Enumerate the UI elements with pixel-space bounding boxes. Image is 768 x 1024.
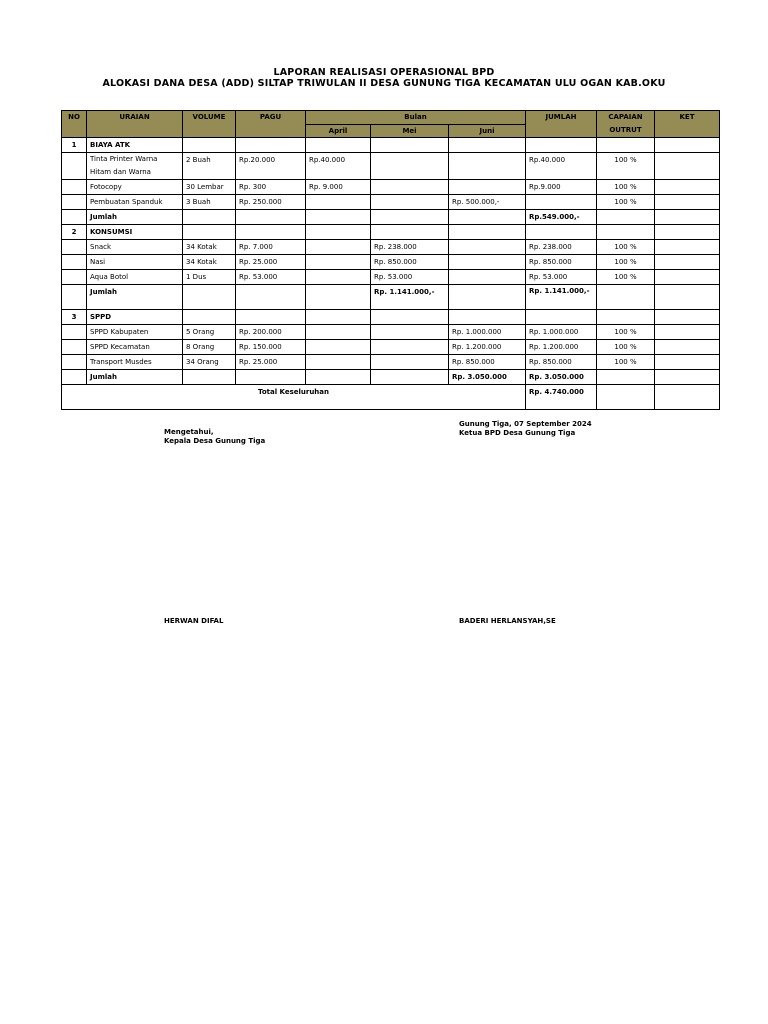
empty-cell (597, 138, 655, 153)
empty-cell (597, 385, 655, 410)
item-volume: 5 Orang (183, 325, 236, 340)
item-mei: Rp. 238.000 (371, 240, 449, 255)
header-volume: VOLUME (183, 111, 236, 138)
item-ket (655, 270, 720, 285)
item-volume: 3 Buah (183, 195, 236, 210)
empty-cell (655, 138, 720, 153)
empty-cell (236, 225, 306, 240)
item-ket (655, 325, 720, 340)
empty-cell (236, 285, 306, 310)
item-april (306, 325, 371, 340)
item-mei (371, 195, 449, 210)
empty-cell (449, 310, 526, 325)
item-jumlah: Rp. 850.000 (526, 255, 597, 270)
item-uraian: SPPD Kabupaten (87, 325, 183, 340)
subtotal-april (306, 285, 371, 310)
item-jumlah: Rp. 850.000 (526, 355, 597, 370)
item-volume: 2 Buah (183, 153, 236, 180)
report-title: LAPORAN REALISASI OPERASIONAL BPD (273, 67, 495, 78)
subtotal-mei: Rp. 1.141.000,- (371, 285, 449, 310)
section-number: 3 (62, 310, 87, 325)
section-row (62, 138, 720, 153)
subtotal-mei (371, 370, 449, 385)
subtotal-label: Jumlah (87, 285, 183, 310)
item-jumlah (526, 195, 597, 210)
item-juni (449, 153, 526, 180)
item-juni: Rp. 500.000,- (449, 195, 526, 210)
item-volume: 34 Kotak (183, 240, 236, 255)
signature-left-line1: Mengetahui, (164, 428, 214, 436)
subtotal-juni (449, 285, 526, 310)
item-volume: 34 Kotak (183, 255, 236, 270)
empty-cell (526, 225, 597, 240)
item-juni: Rp. 1.200.000 (449, 340, 526, 355)
item-mei (371, 355, 449, 370)
table-body (62, 138, 720, 410)
empty-cell (655, 225, 720, 240)
item-april (306, 355, 371, 370)
subtotal-juni: Rp. 3.050.000 (449, 370, 526, 385)
item-ket (655, 153, 720, 180)
item-pagu: Rp. 250.000 (236, 195, 306, 210)
signature-right-name: BADERI HERLANSYAH,SE (459, 617, 556, 625)
signature-left-line2: Kepala Desa Gunung Tiga (164, 437, 266, 445)
item-mei (371, 325, 449, 340)
signature-right-line1: Gunung Tiga, 07 September 2024 (459, 420, 592, 428)
table-row (62, 340, 720, 355)
table-row (62, 240, 720, 255)
empty-cell (597, 310, 655, 325)
report-subtitle: ALOKASI DANA DESA (ADD) SILTAP TRIWULAN II DESA GUNUNG TIGA KECAMATAN ULU OGAN KAB.OKU (102, 78, 666, 89)
item-april (306, 340, 371, 355)
empty-cell (62, 340, 87, 355)
item-pagu: Rp. 53.000 (236, 270, 306, 285)
signature-left-name: HERWAN DIFAL (164, 617, 224, 625)
item-volume: 34 Orang (183, 355, 236, 370)
item-capaian: 100 % (597, 195, 655, 210)
subtotal-jumlah: Rp.549.000,- (526, 210, 597, 225)
empty-cell (62, 270, 87, 285)
item-ket (655, 340, 720, 355)
empty-cell (62, 355, 87, 370)
item-capaian: 100 % (597, 180, 655, 195)
grand-total-label: Total Keseluruhan (62, 385, 526, 410)
item-juni: Rp. 1.000.000 (449, 325, 526, 340)
empty-cell (183, 225, 236, 240)
subtotal-juni (449, 210, 526, 225)
item-capaian: 100 % (597, 240, 655, 255)
header-mei: Mei (371, 125, 449, 138)
item-juni: Rp. 850.000 (449, 355, 526, 370)
item-uraian: Transport Musdes (87, 355, 183, 370)
header-uraian: URAIAN (87, 111, 183, 138)
subtotal-april (306, 370, 371, 385)
item-mei (371, 340, 449, 355)
header-juni: Juni (449, 125, 526, 138)
empty-cell (236, 138, 306, 153)
empty-cell (655, 370, 720, 385)
empty-cell (183, 285, 236, 310)
item-capaian: 100 % (597, 340, 655, 355)
empty-cell (449, 225, 526, 240)
report-table (61, 110, 720, 410)
item-capaian: 100 % (597, 355, 655, 370)
grand-total-row (62, 385, 720, 410)
empty-cell (306, 310, 371, 325)
item-pagu: Rp.20.000 (236, 153, 306, 180)
signature-right-block (459, 420, 592, 438)
empty-cell (183, 310, 236, 325)
header-no: NO (62, 111, 87, 138)
item-ket (655, 255, 720, 270)
item-jumlah: Rp.40.000 (526, 153, 597, 180)
section-number: 2 (62, 225, 87, 240)
item-uraian: Snack (87, 240, 183, 255)
item-capaian: 100 % (597, 255, 655, 270)
item-ket (655, 180, 720, 195)
item-mei (371, 153, 449, 180)
item-juni (449, 240, 526, 255)
item-uraian: Tinta Printer Warna Hitam dan Warna (87, 153, 183, 180)
subtotal-april (306, 210, 371, 225)
section-row (62, 310, 720, 325)
subtotal-mei (371, 210, 449, 225)
empty-cell (62, 240, 87, 255)
item-juni (449, 270, 526, 285)
section-name: BIAYA ATK (87, 138, 183, 153)
empty-cell (236, 370, 306, 385)
item-uraian: Fotocopy (87, 180, 183, 195)
subtotal-jumlah: Rp. 1.141.000,- (526, 285, 597, 310)
item-volume: 30 Lembar (183, 180, 236, 195)
empty-cell (655, 385, 720, 410)
item-jumlah: Rp. 1.000.000 (526, 325, 597, 340)
empty-cell (597, 210, 655, 225)
empty-cell (183, 370, 236, 385)
item-april (306, 195, 371, 210)
item-april (306, 240, 371, 255)
item-volume: 1 Dus (183, 270, 236, 285)
empty-cell (62, 153, 87, 180)
subtotal-row (62, 285, 720, 310)
table-row (62, 355, 720, 370)
header-capaian: CAPAIAN OUTRUT (597, 111, 655, 138)
header-bulan: Bulan (306, 111, 526, 125)
header-jumlah: JUMLAH (526, 111, 597, 138)
empty-cell (655, 210, 720, 225)
item-pagu: Rp. 7.000 (236, 240, 306, 255)
signature-right-line2: Ketua BPD Desa Gunung Tiga (459, 429, 576, 437)
empty-cell (371, 310, 449, 325)
empty-cell (236, 310, 306, 325)
item-juni (449, 180, 526, 195)
item-pagu: Rp. 150.000 (236, 340, 306, 355)
item-uraian: Nasi (87, 255, 183, 270)
empty-cell (597, 225, 655, 240)
item-jumlah: Rp. 238.000 (526, 240, 597, 255)
empty-cell (183, 210, 236, 225)
grand-total-value: Rp. 4.740.000 (526, 385, 597, 410)
table-row (62, 270, 720, 285)
item-april: Rp.40.000 (306, 153, 371, 180)
empty-cell (597, 370, 655, 385)
item-pagu: Rp. 200.000 (236, 325, 306, 340)
section-row (62, 225, 720, 240)
empty-cell (62, 325, 87, 340)
item-mei (371, 180, 449, 195)
header-april: April (306, 125, 371, 138)
item-pagu: Rp. 25.000 (236, 255, 306, 270)
item-ket (655, 355, 720, 370)
item-jumlah: Rp.9.000 (526, 180, 597, 195)
item-volume: 8 Orang (183, 340, 236, 355)
item-pagu: Rp. 25.000 (236, 355, 306, 370)
item-pagu: Rp. 300 (236, 180, 306, 195)
item-jumlah: Rp. 53.000 (526, 270, 597, 285)
empty-cell (183, 138, 236, 153)
item-uraian: Aqua Botol (87, 270, 183, 285)
item-jumlah: Rp. 1.200.000 (526, 340, 597, 355)
item-capaian: 100 % (597, 153, 655, 180)
empty-cell (306, 138, 371, 153)
item-uraian: Pembuatan Spanduk (87, 195, 183, 210)
item-capaian: 100 % (597, 325, 655, 340)
subtotal-row (62, 370, 720, 385)
subtotal-jumlah: Rp. 3.050.000 (526, 370, 597, 385)
table-row (62, 195, 720, 210)
item-capaian: 100 % (597, 270, 655, 285)
subtotal-label: Jumlah (87, 370, 183, 385)
item-ket (655, 240, 720, 255)
item-april (306, 255, 371, 270)
empty-cell (449, 138, 526, 153)
item-april (306, 270, 371, 285)
empty-cell (526, 138, 597, 153)
empty-cell (62, 255, 87, 270)
table-row (62, 255, 720, 270)
item-mei: Rp. 850.000 (371, 255, 449, 270)
table-row (62, 153, 720, 180)
empty-cell (526, 310, 597, 325)
empty-cell (62, 195, 87, 210)
header-ket: KET (655, 111, 720, 138)
section-name: KONSUMSI (87, 225, 183, 240)
header-pagu: PAGU (236, 111, 306, 138)
empty-cell (306, 225, 371, 240)
empty-cell (62, 370, 87, 385)
empty-cell (597, 285, 655, 310)
section-number: 1 (62, 138, 87, 153)
empty-cell (62, 210, 87, 225)
empty-cell (655, 285, 720, 310)
empty-cell (62, 180, 87, 195)
item-uraian: SPPD Kecamatan (87, 340, 183, 355)
signature-left-block (164, 428, 265, 446)
item-juni (449, 255, 526, 270)
subtotal-row (62, 210, 720, 225)
table-row (62, 180, 720, 195)
empty-cell (62, 285, 87, 310)
table-row (62, 325, 720, 340)
subtotal-label: Jumlah (87, 210, 183, 225)
item-mei: Rp. 53.000 (371, 270, 449, 285)
item-ket (655, 195, 720, 210)
item-april: Rp. 9.000 (306, 180, 371, 195)
section-name: SPPD (87, 310, 183, 325)
empty-cell (371, 225, 449, 240)
empty-cell (236, 210, 306, 225)
empty-cell (371, 138, 449, 153)
empty-cell (655, 310, 720, 325)
